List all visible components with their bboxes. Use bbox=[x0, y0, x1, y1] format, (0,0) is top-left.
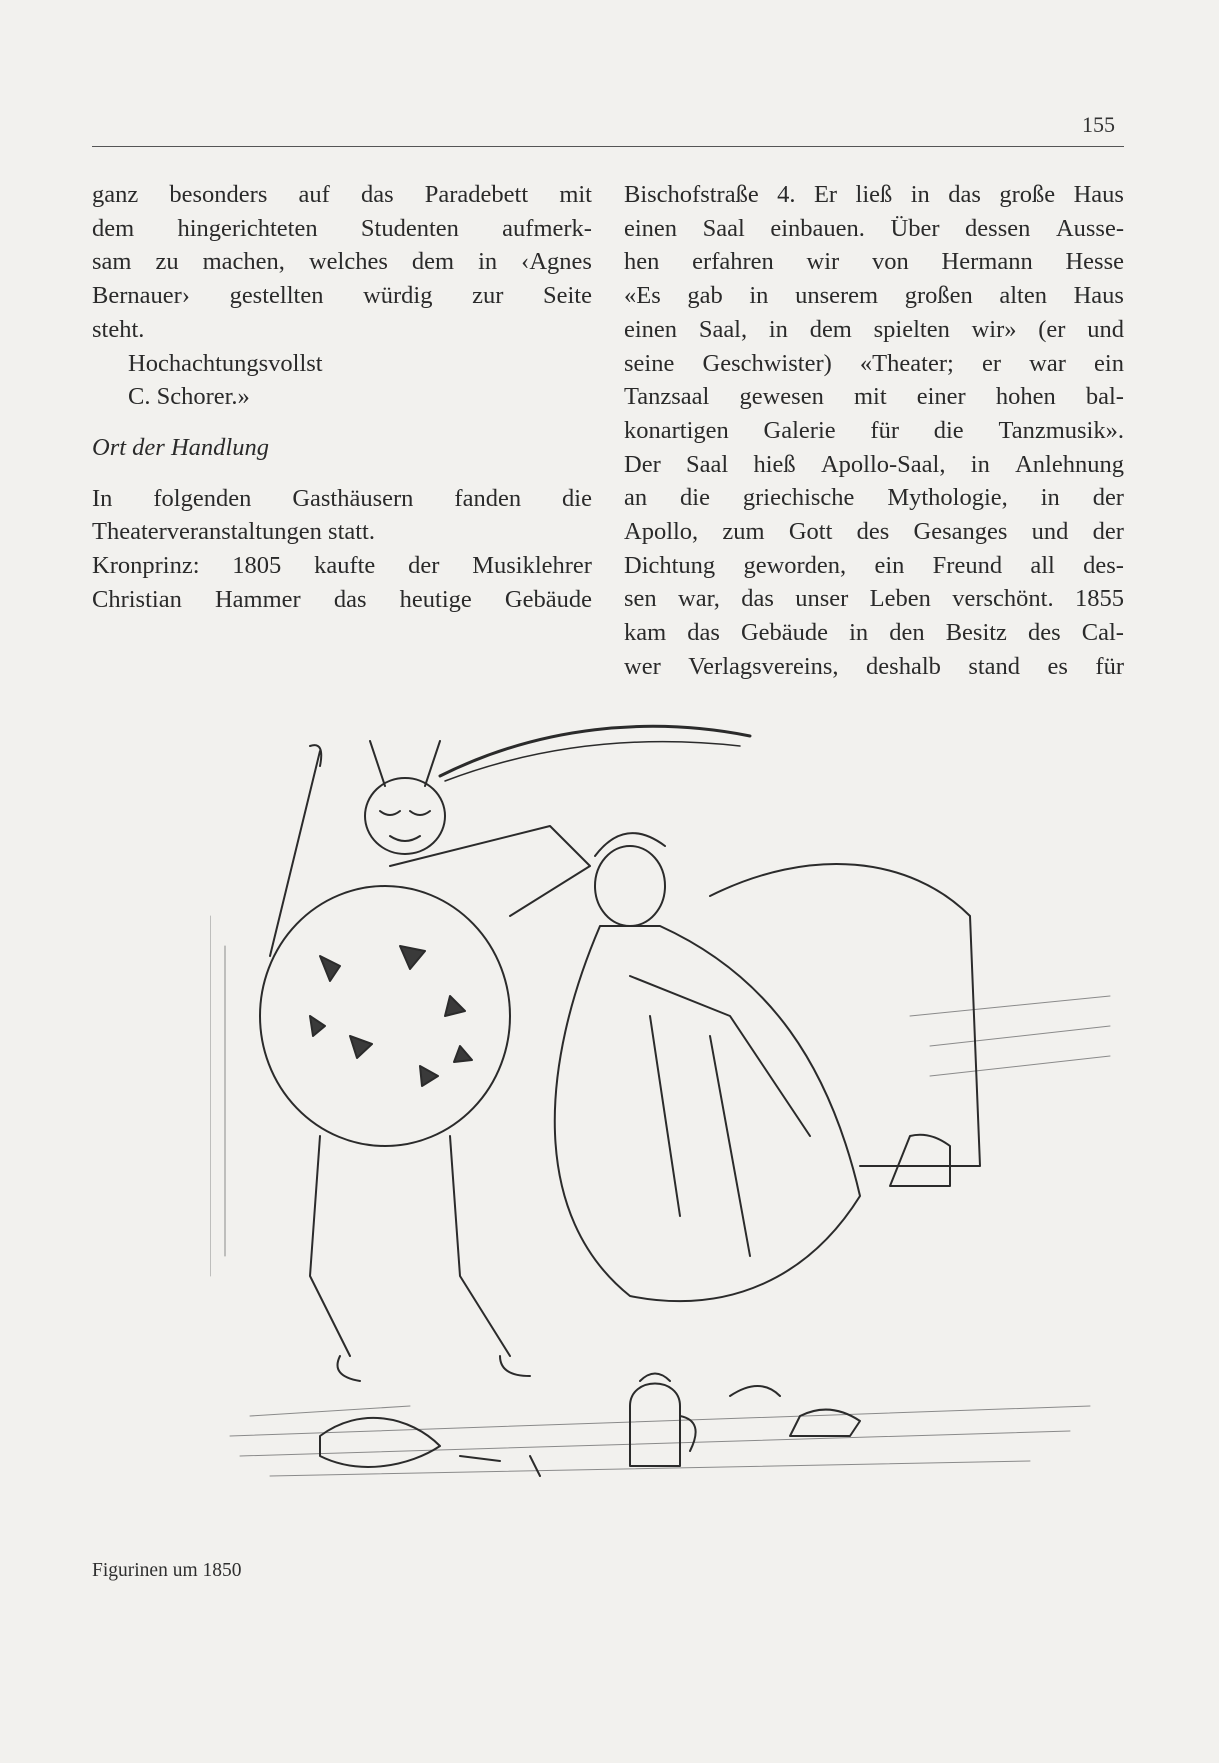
word: großen bbox=[904, 282, 973, 310]
word: In bbox=[92, 484, 113, 512]
word: in bbox=[478, 248, 498, 276]
word: auf bbox=[298, 181, 330, 208]
text-line: steht. bbox=[92, 315, 145, 343]
word: Hesse bbox=[1065, 248, 1124, 276]
word: für bbox=[870, 416, 899, 444]
word: 1855 bbox=[1074, 585, 1124, 613]
word: einen bbox=[624, 214, 678, 242]
text-line bbox=[624, 549, 1124, 583]
word: hieß bbox=[753, 450, 796, 478]
word: stand bbox=[968, 652, 1021, 680]
word: Saal bbox=[702, 214, 745, 242]
word: ganz bbox=[92, 181, 139, 208]
word: Leben bbox=[869, 585, 931, 613]
text-line bbox=[624, 313, 1124, 347]
word: des bbox=[1028, 619, 1061, 647]
word: fanden bbox=[454, 484, 522, 512]
word: Musiklehrer bbox=[472, 552, 592, 580]
word: wer bbox=[624, 652, 661, 680]
word: geworden, bbox=[743, 551, 847, 579]
word: er bbox=[981, 349, 1001, 377]
word: Über bbox=[890, 214, 940, 242]
word: das bbox=[948, 181, 981, 208]
word: heutige bbox=[399, 585, 472, 613]
word: Gasthäusern bbox=[292, 484, 414, 512]
word: Bischofstraße bbox=[624, 181, 759, 208]
word: einen bbox=[624, 315, 678, 343]
word: ließ bbox=[855, 181, 893, 208]
word: erfahren bbox=[692, 248, 774, 276]
word: den bbox=[889, 619, 925, 647]
header-rule bbox=[92, 146, 1124, 147]
text-line bbox=[624, 347, 1124, 381]
text-line bbox=[92, 245, 592, 279]
text-line bbox=[624, 279, 1124, 313]
right-column bbox=[624, 178, 1124, 684]
word: Haus bbox=[1073, 282, 1124, 310]
word: Tanzmusik». bbox=[998, 416, 1124, 444]
text-line bbox=[624, 448, 1124, 482]
word: unser bbox=[795, 585, 849, 613]
text-line bbox=[624, 481, 1124, 515]
word: dem bbox=[411, 248, 455, 276]
section-heading: Ort der Handlung bbox=[92, 433, 269, 461]
word: es bbox=[1047, 652, 1068, 680]
figure-caption: Figurinen um 1850 bbox=[92, 1560, 242, 1581]
word: Ausse- bbox=[1055, 214, 1124, 242]
word: einbauen. bbox=[770, 214, 865, 242]
word: der bbox=[1092, 484, 1124, 512]
text-line bbox=[92, 279, 592, 313]
word: in bbox=[768, 315, 788, 343]
word: an bbox=[624, 484, 648, 512]
word: sen bbox=[624, 585, 657, 613]
letter-signature: C. Schorer.» bbox=[128, 383, 250, 411]
word: Anlehnung bbox=[1015, 450, 1124, 478]
lady-figure bbox=[555, 833, 980, 1301]
word: dem bbox=[92, 214, 135, 242]
word: Paradebett bbox=[424, 181, 529, 208]
word: von bbox=[872, 248, 909, 276]
text-line bbox=[624, 380, 1124, 414]
word: Er bbox=[813, 181, 838, 208]
word: welches bbox=[308, 248, 388, 276]
word: Freund bbox=[932, 551, 1003, 579]
word: wir bbox=[806, 248, 840, 276]
teapot-and-objects bbox=[320, 1374, 860, 1477]
text-line bbox=[624, 616, 1124, 650]
text-line bbox=[92, 549, 592, 583]
word: Kronprinz: bbox=[92, 552, 200, 580]
word: große bbox=[999, 181, 1056, 208]
word: dem bbox=[809, 315, 852, 343]
word: unserem bbox=[795, 282, 879, 310]
word: Geschwister) bbox=[702, 349, 832, 377]
word: mit bbox=[559, 181, 592, 208]
word: das bbox=[360, 181, 394, 208]
word: Apollo, bbox=[624, 518, 699, 546]
word: griechische bbox=[742, 484, 855, 512]
word: in bbox=[970, 450, 990, 478]
word: hingerichteten bbox=[177, 214, 318, 242]
text-line bbox=[92, 212, 592, 246]
word: Tanzsaal bbox=[624, 383, 710, 411]
word: das bbox=[687, 619, 720, 647]
word: würdig bbox=[363, 282, 433, 310]
word: konartigen bbox=[624, 416, 729, 444]
text-line bbox=[624, 582, 1124, 616]
word: die bbox=[933, 416, 964, 444]
word: ein bbox=[1094, 349, 1124, 377]
word: sam bbox=[92, 248, 132, 276]
word: Gebäude bbox=[740, 619, 829, 647]
word: gab bbox=[687, 282, 723, 310]
word: Haus bbox=[1073, 181, 1124, 208]
word: das bbox=[333, 585, 367, 613]
text-line bbox=[624, 414, 1124, 448]
word: 1805 bbox=[232, 552, 282, 580]
word: des bbox=[856, 518, 890, 546]
word: Galerie bbox=[763, 416, 836, 444]
word: ‹Agnes bbox=[521, 248, 592, 276]
word: Gesanges bbox=[913, 518, 1008, 546]
word: ein bbox=[874, 551, 905, 579]
word: bal- bbox=[1085, 383, 1124, 411]
word: Mythologie, bbox=[887, 484, 1008, 512]
word: kaufte bbox=[314, 552, 376, 580]
hatched-floor bbox=[210, 916, 1110, 1476]
word: der bbox=[1092, 518, 1124, 546]
word: Besitz bbox=[945, 619, 1007, 647]
word: die bbox=[680, 484, 710, 512]
word: 4. bbox=[777, 181, 796, 208]
word: Hammer bbox=[214, 585, 301, 613]
left-column bbox=[92, 178, 592, 616]
word: in bbox=[849, 619, 869, 647]
word: Christian bbox=[92, 585, 182, 613]
word: war, bbox=[678, 585, 720, 613]
text-line bbox=[92, 482, 592, 516]
word: kam bbox=[624, 619, 667, 647]
word: Gott bbox=[788, 518, 833, 546]
text-line: Theaterveranstaltungen statt. bbox=[92, 518, 375, 546]
word: seine bbox=[624, 349, 675, 377]
word: Gebäude bbox=[504, 585, 592, 613]
word: gestellten bbox=[229, 282, 324, 310]
word: besonders bbox=[169, 181, 268, 208]
word: deshalb bbox=[866, 652, 941, 680]
letter-closing: Hochachtungsvollst bbox=[128, 349, 323, 377]
word: und bbox=[1031, 518, 1069, 546]
word: Saal, bbox=[698, 315, 748, 343]
figurine-illustration bbox=[210, 716, 1120, 1596]
word: des- bbox=[1083, 551, 1124, 579]
word: die bbox=[562, 484, 592, 512]
text-line bbox=[624, 212, 1124, 246]
text-line bbox=[624, 178, 1124, 212]
word: all bbox=[1030, 551, 1055, 579]
word: Der bbox=[624, 450, 661, 478]
text-line bbox=[92, 178, 592, 212]
word: Cal- bbox=[1081, 619, 1124, 647]
word: verschönt. bbox=[952, 585, 1054, 613]
word: in bbox=[1040, 484, 1060, 512]
word: in bbox=[910, 181, 930, 208]
word: Verlagsvereins, bbox=[688, 652, 839, 680]
word: war bbox=[1029, 349, 1066, 377]
word: der bbox=[408, 552, 440, 580]
word: Bernauer› bbox=[92, 282, 190, 310]
word: in bbox=[749, 282, 769, 310]
word: machen, bbox=[202, 248, 285, 276]
text-line bbox=[624, 515, 1124, 549]
text-line bbox=[624, 650, 1124, 684]
word: Saal bbox=[686, 450, 729, 478]
word: das bbox=[741, 585, 774, 613]
word: zum bbox=[722, 518, 765, 546]
word: Apollo-Saal, bbox=[820, 450, 946, 478]
word: Hermann bbox=[941, 248, 1033, 276]
word: und bbox=[1087, 315, 1124, 343]
word: Seite bbox=[543, 282, 592, 310]
word: hen bbox=[624, 248, 660, 276]
word: aufmerk- bbox=[502, 214, 592, 242]
word: einer bbox=[916, 383, 966, 411]
text-line bbox=[92, 583, 592, 617]
word: «Es bbox=[624, 282, 661, 310]
word: alten bbox=[999, 282, 1047, 310]
word: (er bbox=[1038, 315, 1066, 343]
jester-figure bbox=[260, 726, 750, 1381]
word: für bbox=[1095, 652, 1124, 680]
text-line bbox=[624, 245, 1124, 279]
page-number: 155 bbox=[1082, 112, 1115, 137]
word: zur bbox=[472, 282, 504, 310]
word: hohen bbox=[995, 383, 1056, 411]
word: wir» bbox=[971, 315, 1017, 343]
word: spielten bbox=[873, 315, 950, 343]
word: Dichtung bbox=[624, 551, 716, 579]
word: mit bbox=[853, 383, 887, 411]
word: Studenten bbox=[360, 214, 459, 242]
word: dessen bbox=[965, 214, 1031, 242]
word: zu bbox=[155, 248, 179, 276]
word: «Theater; bbox=[859, 349, 954, 377]
word: gewesen bbox=[739, 383, 824, 411]
word: folgenden bbox=[153, 484, 252, 512]
